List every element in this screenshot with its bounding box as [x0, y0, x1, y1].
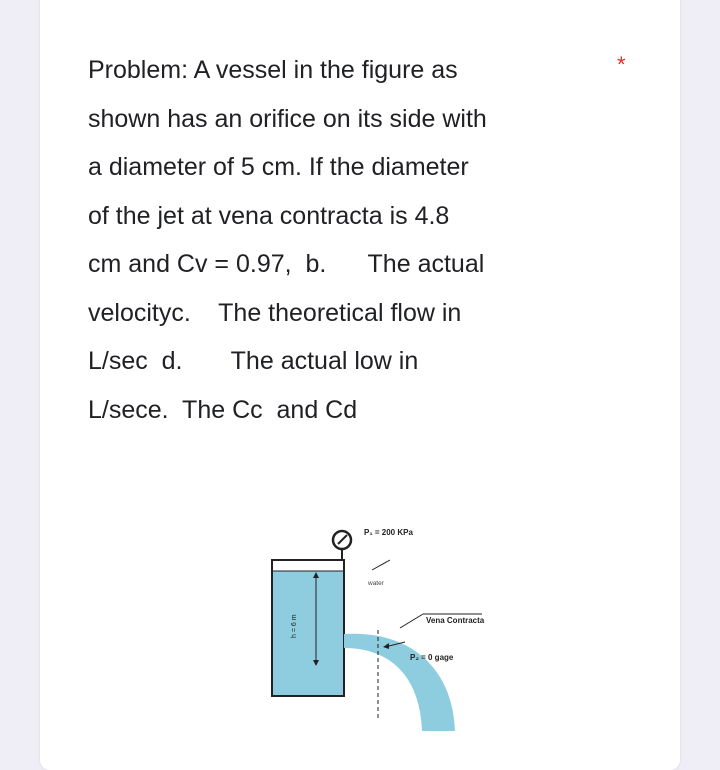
water-label: water	[368, 580, 384, 587]
p1-label: P₁ = 200 KPa	[364, 528, 413, 537]
question-text	[88, 46, 628, 434]
question-line-8: L/sece. The Cc and Cd	[88, 395, 358, 424]
water-jet	[344, 634, 455, 731]
question-line-6: velocityc. The theoretical flow in	[88, 298, 462, 327]
question-line-7: L/sec d. The actual low in	[88, 347, 419, 375]
question-line-3: a diameter of 5 cm. If the diameter	[88, 153, 469, 181]
vessel-figure	[250, 516, 530, 756]
vena-leader-line	[400, 614, 423, 628]
p2-label: P₂ = 0 gage	[410, 653, 454, 662]
water-leader-line	[372, 560, 390, 570]
question-line-1: Problem: A vessel in the figure as	[88, 56, 458, 84]
question-line-2: shown has an orifice on its side with	[88, 104, 487, 133]
question-line-4: of the jet at vena contracta is 4.8	[88, 201, 450, 230]
required-asterisk: *	[617, 52, 626, 77]
question-line-5: cm and Cv = 0.97, b. The actual	[88, 250, 485, 278]
vena-contracta-label: Vena Contracta	[426, 616, 485, 625]
height-label: h = 6 m	[291, 614, 298, 638]
tank-water	[272, 571, 344, 696]
vessel-diagram	[250, 516, 530, 756]
